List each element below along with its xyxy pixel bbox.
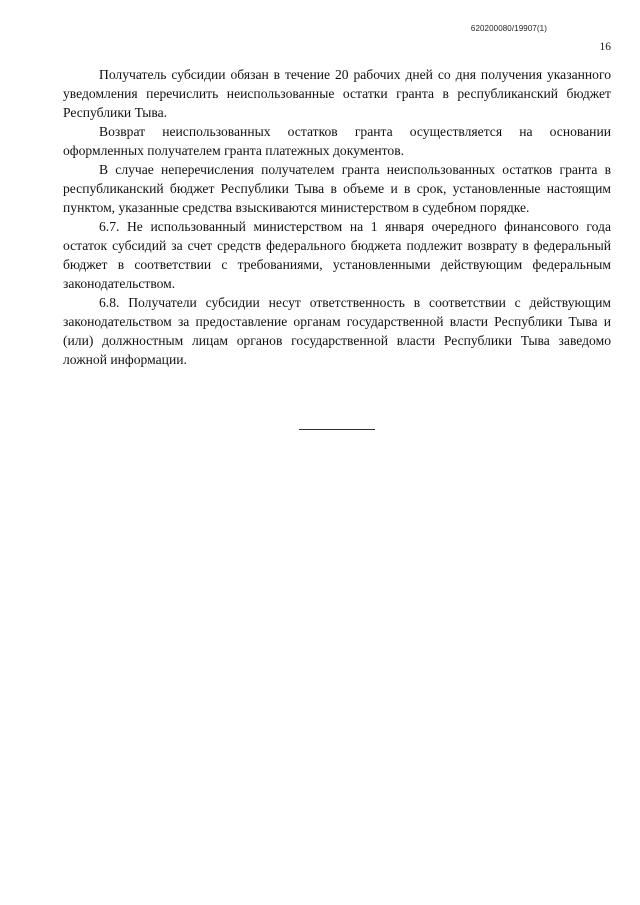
- end-of-document-divider: [299, 429, 375, 430]
- paragraph-6-7: 6.7. Не использованный министерством на 1 января очередного финансового года остаток субсидий за счет средств федерального бюджета подлежит возврату в федеральный бюджет в соответствии с требованиями, установленными действующим федеральным законодательством.: [63, 219, 611, 291]
- paragraph-refund-obligation: Получатель субсидии обязан в течение 20 рабочих дней со дня получения указанного уведомления перечислить неиспользованные остатки гранта в республиканский бюджет Республики Тыва.: [63, 67, 611, 120]
- paragraph-6-8: 6.8. Получатели субсидии несут ответственность в соответствии с действующим законодательством за предоставление органам государственной власти Республики Тыва и (или) должностным лицам органов государственной власти Республики Тыва заведомо ложной информации.: [63, 295, 611, 367]
- document-registration-number: 620200080/19907(1): [470, 24, 547, 33]
- page-number: 16: [599, 41, 611, 53]
- document-body: [63, 65, 611, 369]
- paragraph-refund-basis: Возврат неиспользованных остатков гранта осуществляется на основании оформленных получателем гранта платежных документов.: [63, 124, 611, 158]
- paragraph-recovery-in-court: В случае неперечисления получателем гранта неиспользованных остатков гранта в республиканский бюджет Республики Тыва в объеме и в срок, установленные настоящим пунктом, указанные средства взыскиваются министерством в судебном порядке.: [63, 162, 611, 215]
